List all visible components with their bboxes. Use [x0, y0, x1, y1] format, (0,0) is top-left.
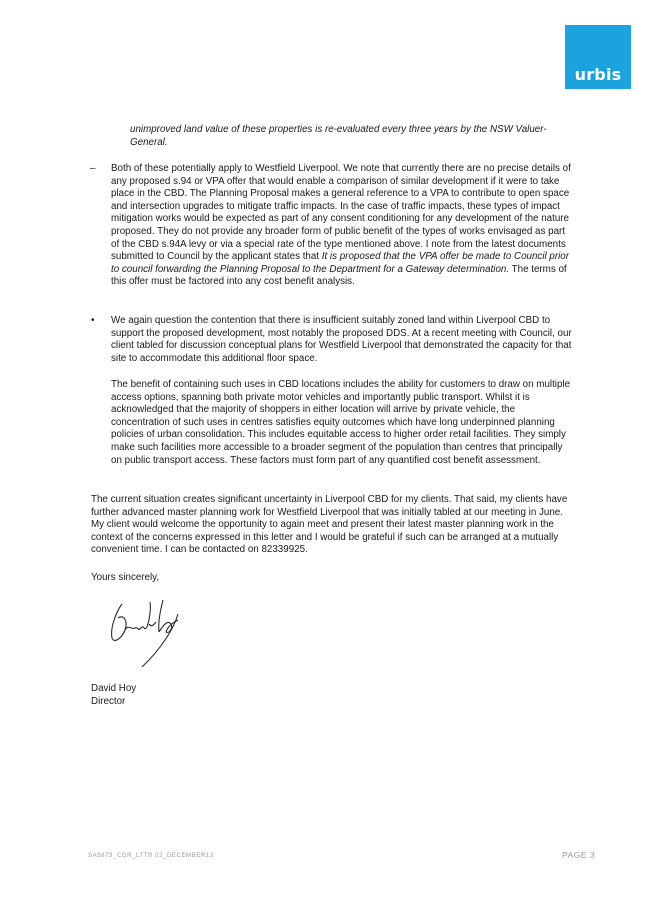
- dot-bullet-marker: •: [91, 315, 95, 326]
- urbis-logo: [565, 25, 631, 89]
- bullet-paragraph-contributions: [111, 163, 572, 289]
- bullet1-text: Both of these potentially apply to Westfield Liverpool. We note that currently there are no precise details of any proposed s.94 or VPA offer that would enable a comparison of similar development if it were to take place in the CBD. The Planning Proposal makes a general reference to a VPA to contribute to open space and intersection upgrades to mitigate traffic impacts. In the case of traffic impacts, these types of impact mitigation works would be expected as part of any consent conditioning for any development of the nature proposed. They do not provide any broader form of public benefit of the types of works envisaged as part of the CBD s.94A levy or via a special rate of the type mentioned above. I note from the latest documents submitted to Council by the applicant states that: [111, 163, 571, 263]
- bullet-paragraph-zoned-land: We again question the contention that there is insufficient suitably zoned land within Liverpool CBD to support the proposed development, most notably the proposed DDS. At a recent meeting with Council, our client tabled for discussion conceptual plans for Westfield Liverpool that demonstrated the capacity for that site to accommodate this additional floor space.: [111, 315, 572, 364]
- footer-reference: SA5873_CGR_LTTR 02_DECEMBER13: [88, 853, 214, 859]
- salutation: Yours sincerely,: [91, 572, 160, 583]
- dash-bullet-marker: –: [90, 163, 96, 174]
- logo-text: urbis: [574, 65, 622, 84]
- page-number: PAGE 3: [562, 850, 596, 860]
- cbd-benefits-paragraph: The benefit of containing such uses in CBD locations includes the ability for customers to draw on multiple access options, spanning both private motor vehicles and importantly public transport. Whilst it is acknowledged that the majority of shoppers in either location will arrive by private vehicle, the concentration of such uses in centres satisfies equity outcomes which have long underpinned planning policies of urban consolidation. This includes equitable access to higher order retail facilities. They simply make such facilities more accessible to a broader segment of the population than centres that principally on public transport access. These factors must form part of any quantified cost benefit assessment.: [111, 379, 571, 466]
- continuation-paragraph: unimproved land value of these properties is re-evaluated every three years by the NSW Valuer-General.: [130, 124, 547, 148]
- bullet1-text-end: The terms of this offer must be factored into any cost benefit analysis.: [111, 263, 567, 288]
- signatory-title: Director: [91, 696, 126, 707]
- vpa-quote: It is proposed that the VPA offer be made to Council prior to council forwarding the Planning Proposal to the Department for a Gateway determination.: [111, 251, 569, 275]
- signatory-name: David Hoy: [91, 683, 137, 694]
- closing-paragraph: The current situation creates significant uncertainty in Liverpool CBD for my clients. That said, my clients have further advanced master planning work for Westfield Liverpool that was initially tabled at our meeting in June. My client would welcome the opportunity to again meet and present their latest master planning work in the context of the concerns expressed in this letter and I would be grateful if such can be arranged at a mutually convenient time. I can be contacted on 82339925.: [91, 494, 568, 556]
- signature-image: [108, 594, 190, 670]
